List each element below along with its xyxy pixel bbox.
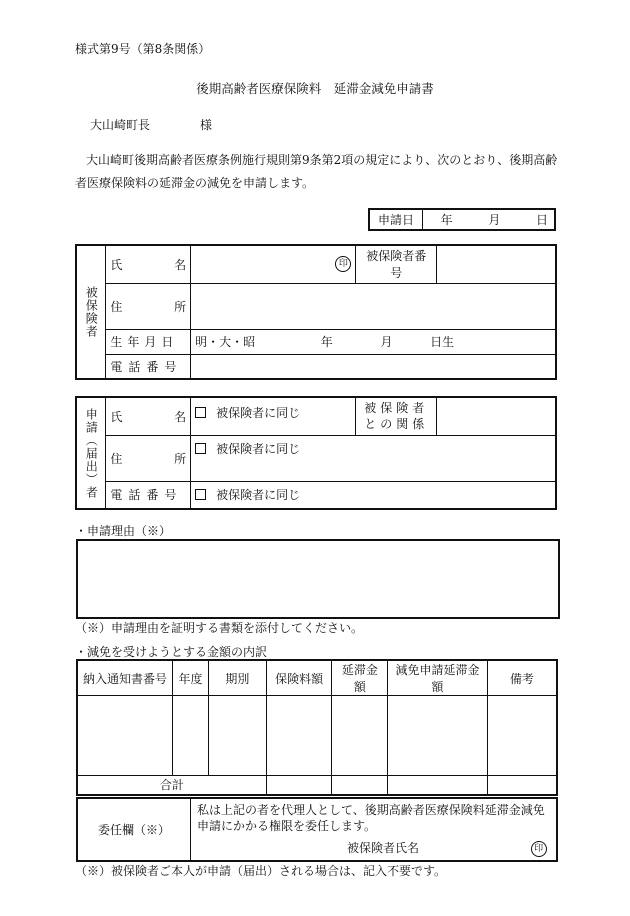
remarks-cell[interactable] (487, 696, 557, 776)
insured-section-label: 被保険者 (76, 245, 106, 379)
total-premium-cell[interactable] (266, 776, 332, 795)
total-label: 合計 (77, 776, 266, 795)
insured-birth-field[interactable] (191, 329, 556, 354)
date-day-unit: 日 (535, 213, 548, 227)
insured-number-label: 被保険者番号 (356, 245, 437, 283)
column-header: 減免申請延滞金額 (388, 660, 488, 696)
reason-heading: ・申請理由（※） (75, 524, 172, 538)
same-as-insured-checkbox[interactable] (195, 407, 206, 418)
applicant-address-field[interactable] (191, 435, 556, 481)
relation-field[interactable] (437, 397, 556, 435)
birth-era-options: 明・大・昭 (195, 335, 256, 349)
applicant-phone-field[interactable] (191, 481, 556, 509)
insured-section (75, 244, 557, 380)
form-number: 様式第9号（第8条関係） (75, 42, 211, 56)
birth-year-unit: 年 (320, 335, 333, 349)
delegation-field[interactable] (191, 798, 558, 861)
same-as-insured-label: 被保険者に同じ (216, 441, 301, 456)
delegation-text: 私は上記の者を代理人として、後期高齢者医療保険料延滞金減免申請にかかる権限を委任します。 (197, 803, 545, 833)
applicant-section-label: 申請（届出）者 (76, 397, 106, 509)
applicant-phone-label: 電話番号 (106, 481, 191, 509)
same-as-insured-label: 被保険者に同じ (216, 488, 301, 503)
insured-name-field[interactable] (191, 245, 356, 283)
same-as-insured-checkbox[interactable] (195, 443, 206, 454)
insured-name-label: 氏 名 (106, 245, 191, 283)
birth-day-unit: 日生 (430, 335, 455, 349)
late-fee-cell[interactable] (332, 696, 388, 776)
addressee-name: 大山崎町長 (90, 118, 151, 132)
same-as-insured-checkbox[interactable] (195, 489, 206, 500)
delegation-signer (197, 840, 550, 857)
column-header: 保険料額 (266, 660, 332, 696)
column-header: 期別 (208, 660, 266, 696)
insured-address-field[interactable] (191, 283, 556, 329)
column-header: 延滞金額 (332, 660, 388, 696)
signer-label: 被保険者氏名 (347, 841, 420, 855)
page-title: 後期高齢者医療保険料 延滞金減免申請書 (196, 81, 434, 96)
column-header: 備考 (487, 660, 557, 696)
insured-phone-field[interactable] (191, 354, 556, 379)
notice-number-cell[interactable] (77, 696, 173, 776)
column-header: 納入通知書番号 (77, 660, 173, 696)
applicant-name-field[interactable] (191, 397, 356, 435)
application-date-label: 申請日 (369, 209, 423, 230)
total-reduction-cell[interactable] (388, 776, 488, 795)
reduction-amount-cell[interactable] (388, 696, 488, 776)
birth-month-unit: 月 (380, 335, 393, 349)
applicant-address-label: 住 所 (106, 435, 191, 481)
insured-birth-label: 生年月日 (106, 329, 191, 354)
fiscal-year-cell[interactable] (173, 696, 209, 776)
premium-amount-cell[interactable] (266, 696, 332, 776)
total-late-fee-cell[interactable] (332, 776, 388, 795)
applicant-section (75, 396, 557, 510)
breakdown-header-row (77, 660, 557, 696)
addressee (90, 116, 212, 133)
insured-number-field[interactable] (437, 245, 556, 283)
seal-icon: 印 (531, 841, 547, 857)
breakdown-table (76, 659, 558, 796)
addressee-honorific: 様 (200, 118, 213, 132)
intro-text: 大山崎町後期高齢者医療条例施行規則第9条第2項の規定により、次のとおり、後期高齢者医療保険料の延滞金の減免を申請します。 (75, 153, 558, 190)
delegation-table (76, 797, 558, 862)
application-date-field[interactable] (423, 209, 556, 230)
seal-icon: 印 (335, 256, 351, 272)
delegation-note: （※）被保険者ご本人が申請（届出）される場合は、記入不要です。 (75, 864, 447, 878)
breakdown-heading: ・減免を受けようとする金額の内訳 (75, 645, 268, 659)
column-header: 年度 (173, 660, 209, 696)
total-row (77, 776, 557, 795)
application-date-table (368, 208, 556, 231)
insured-phone-label: 電話番号 (106, 354, 191, 379)
date-year-unit: 年 (440, 213, 453, 227)
reason-field[interactable] (76, 539, 560, 619)
date-month-unit: 月 (488, 213, 501, 227)
reason-note: （※）申請理由を証明する書類を添付してください。 (75, 621, 364, 635)
table-row (77, 696, 557, 776)
insured-address-label: 住 所 (106, 283, 191, 329)
applicant-name-label: 氏 名 (106, 397, 191, 435)
total-remarks-cell[interactable] (487, 776, 557, 795)
relation-label: 被保険者 との関係 (356, 397, 437, 435)
same-as-insured-label: 被保険者に同じ (216, 406, 301, 420)
period-cell[interactable] (208, 696, 266, 776)
delegation-label: 委任欄（※） (77, 798, 191, 861)
